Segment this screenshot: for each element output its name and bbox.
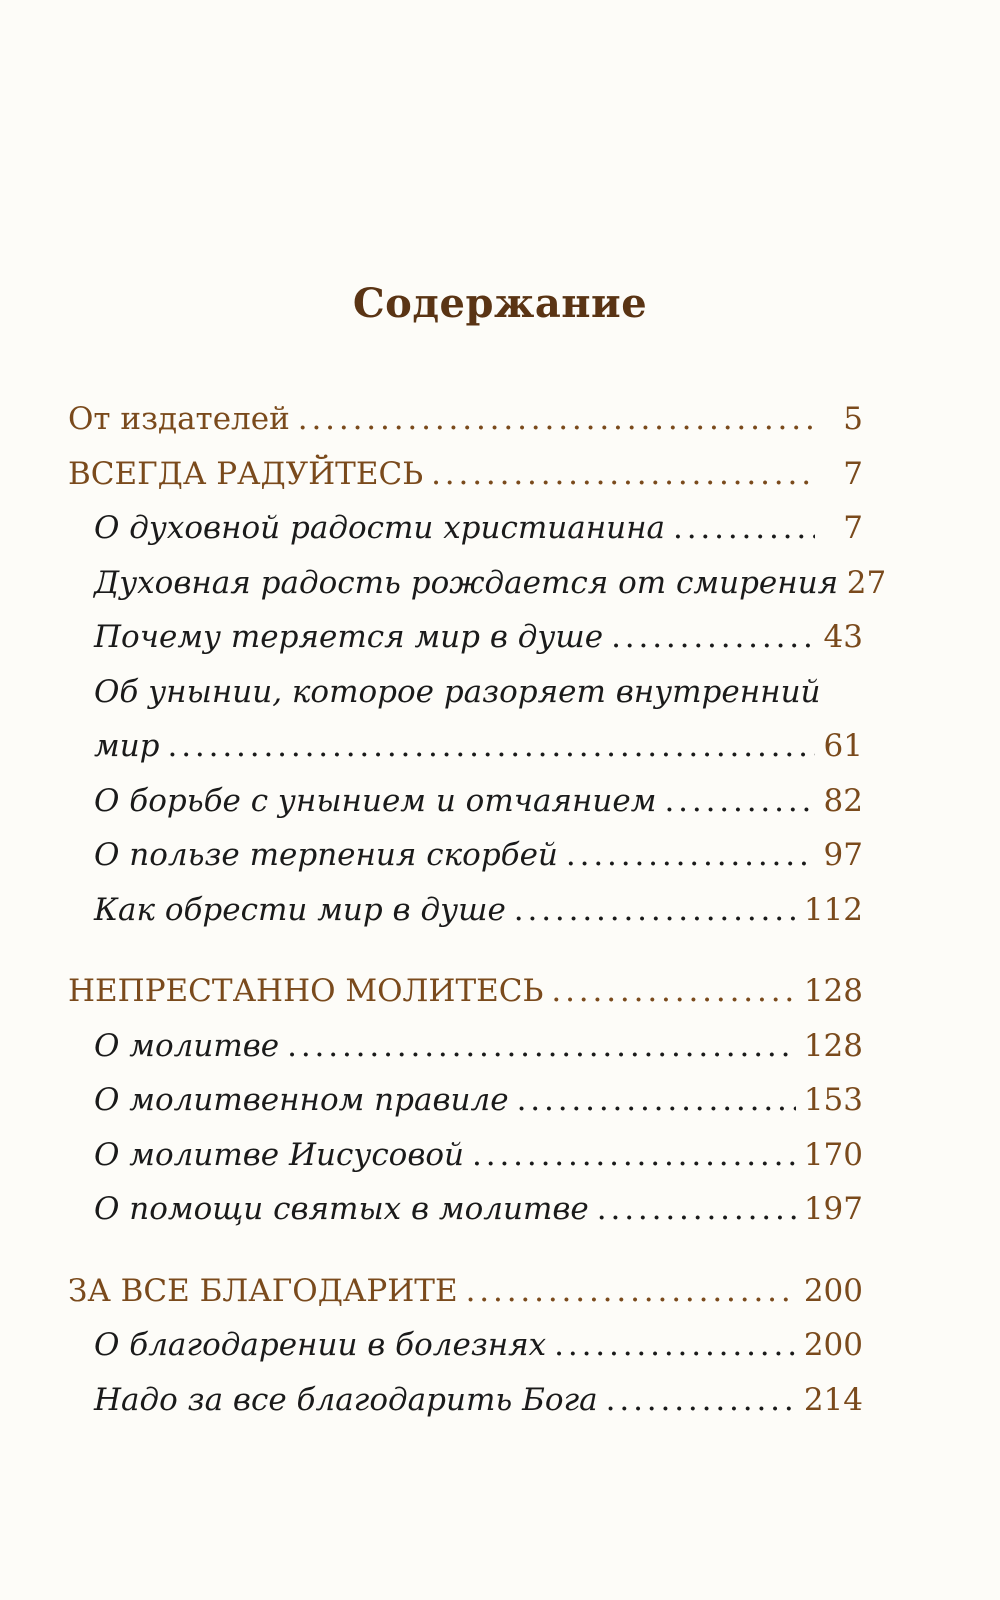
toc-leader-dots xyxy=(168,719,815,774)
toc-entry xyxy=(68,610,863,665)
toc-leader-dots xyxy=(514,883,796,938)
toc-entry xyxy=(68,501,863,556)
toc-entry-page: 200 xyxy=(803,1272,863,1309)
toc-leader-dots xyxy=(673,501,815,556)
toc-entry-page: 7 xyxy=(843,455,863,492)
toc-entry xyxy=(68,392,863,447)
toc-leader-dots xyxy=(566,828,815,883)
page-title: Содержание xyxy=(352,280,648,327)
toc-entry-title: О борьбе с унынием и отчаянием xyxy=(94,782,657,819)
toc-entry xyxy=(68,719,863,774)
toc-entry xyxy=(68,1019,863,1074)
toc-entry-title: О благодарении в болезнях xyxy=(94,1327,547,1363)
toc-entry-title: НЕПРЕСТАННО МОЛИТЕСЬ xyxy=(68,973,544,1009)
toc-entry-title: Почему теряется мир в душе xyxy=(94,619,604,655)
toc-leader-dots xyxy=(606,1373,796,1428)
toc-entry xyxy=(68,1318,863,1373)
toc-entry-title: ЗА ВСЕ БЛАГОДАРИТЕ xyxy=(68,1272,458,1309)
toc-entry-title: О пользе терпения скорбей xyxy=(94,837,558,873)
toc-leader-dots xyxy=(472,1128,796,1183)
toc-entry-page: 43 xyxy=(823,619,863,655)
toc-leader-dots xyxy=(554,1318,796,1373)
toc-entry-page: 7 xyxy=(843,510,863,546)
toc-entry xyxy=(68,556,887,611)
toc-entry-title: Надо за все благодарить Бога xyxy=(94,1381,598,1418)
toc-entry-page: 170 xyxy=(803,1136,863,1173)
toc-entry-title: мир xyxy=(94,728,160,764)
toc-entry-page: 197 xyxy=(803,1191,863,1227)
toc-entry-page: 61 xyxy=(823,728,863,764)
toc-entry xyxy=(68,1182,863,1237)
toc-entry xyxy=(68,828,863,883)
toc-leader-dots xyxy=(664,774,815,829)
toc-entry-page: 153 xyxy=(803,1082,863,1118)
toc-entry-title: О молитве xyxy=(94,1027,280,1064)
toc-entry-page: 128 xyxy=(803,1027,863,1064)
toc-leader-dots xyxy=(431,447,815,502)
toc-entry xyxy=(68,1373,863,1428)
toc-entry xyxy=(68,964,863,1019)
toc-entry-page: 128 xyxy=(803,973,863,1009)
toc-leader-dots xyxy=(611,610,815,665)
toc-entry-page: 200 xyxy=(803,1327,863,1363)
toc-leader-dots xyxy=(597,1182,796,1237)
toc-entry-title: О молитве Иисусовой xyxy=(94,1136,465,1173)
toc-entry xyxy=(68,1264,863,1319)
toc-entry-title: Как обрести мир в душе xyxy=(94,891,506,928)
toc-entry-title: От издателей xyxy=(68,401,290,437)
toc-entry xyxy=(68,447,863,502)
toc-entry-page: 97 xyxy=(823,837,863,873)
toc-leader-dots xyxy=(466,1264,796,1319)
toc-leader-dots xyxy=(298,392,815,447)
toc-entry-page: 27 xyxy=(846,564,887,601)
toc-entry xyxy=(68,774,863,829)
toc-entry-title: О молитвенном правиле xyxy=(94,1082,509,1118)
toc-entry xyxy=(68,1128,863,1183)
toc-entry-page: 82 xyxy=(823,782,863,819)
toc-leader-dots xyxy=(551,964,795,1019)
toc-entry-title: Духовная радость рождается от смирения xyxy=(94,564,839,601)
toc-entry-title: ВСЕГДА РАДУЙТЕСЬ xyxy=(68,455,424,492)
toc-entry-title-line1: Об унынии, которое разоряет внутренний xyxy=(94,673,821,710)
toc-leader-dots xyxy=(517,1073,796,1128)
table-of-contents xyxy=(68,392,887,1427)
toc-entry-page: 112 xyxy=(803,891,863,928)
toc-entry xyxy=(68,1073,863,1128)
toc-entry-page: 5 xyxy=(843,401,863,437)
toc-entry-title: О духовной радости христианина xyxy=(94,510,665,546)
toc-leader-dots xyxy=(287,1019,796,1074)
toc-entry-page: 214 xyxy=(803,1381,863,1418)
toc-entry xyxy=(68,883,863,938)
toc-entry-title: О помощи святых в молитве xyxy=(94,1191,589,1227)
